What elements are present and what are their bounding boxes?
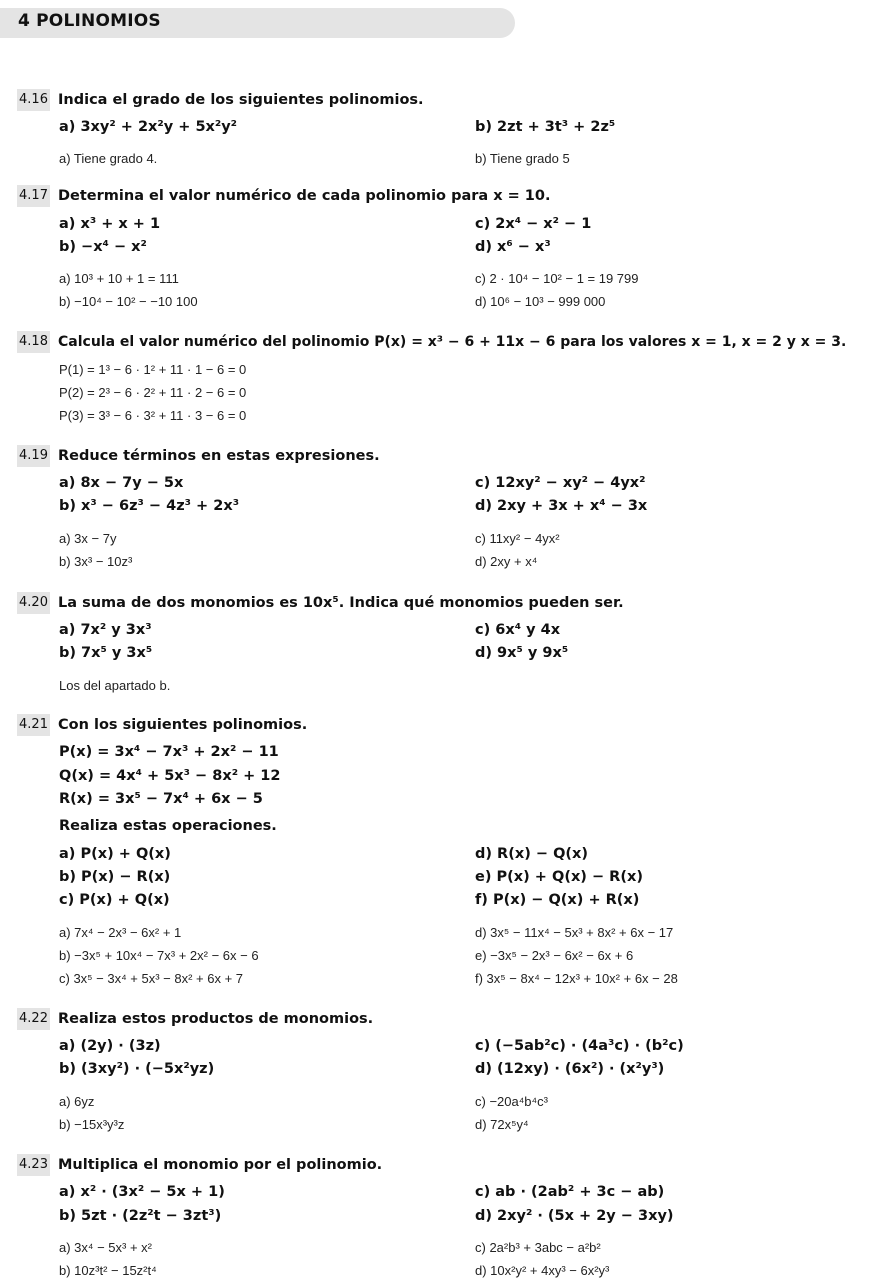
answer-c: c) 3x⁵ − 3x⁴ + 5x³ − 8x² + 6x + 7 <box>59 971 244 986</box>
answer-b: b) 3x³ − 10z³ <box>59 554 133 569</box>
question-a: a) x² · (3x² − 5x + 1) <box>59 1184 225 1200</box>
question-a: a) 7x² y 3x³ <box>59 622 152 638</box>
answer-d: d) 3x⁵ − 11x⁴ − 5x³ + 8x² + 6x − 17 <box>475 925 674 940</box>
answer-d: d) 10x²y² + 4xy³ − 6x²y³ <box>475 1263 610 1278</box>
chapter-header <box>0 8 515 38</box>
answer-d: d) 72x⁵y⁴ <box>475 1117 529 1132</box>
polynomial-p: P(x) = 3x⁴ − 7x³ + 2x² − 11 <box>59 744 279 760</box>
question-b: b) P(x) − R(x) <box>59 869 171 885</box>
answer-b: b) Tiene grado 5 <box>475 151 570 166</box>
answer-c: c) 2 · 10⁴ − 10² − 1 = 19 799 <box>475 271 639 286</box>
answer-c: c) 11xy² − 4yx² <box>475 531 560 546</box>
exercise-number: 4.22 <box>17 1008 50 1030</box>
exercise-number: 4.18 <box>17 331 50 353</box>
question-e: e) P(x) + Q(x) − R(x) <box>475 869 643 885</box>
exercise-title: Indica el grado de los siguientes polinomios. <box>58 92 424 108</box>
exercise-title: Reduce términos en estas expresiones. <box>58 448 380 464</box>
polynomial-r: R(x) = 3x⁵ − 7x⁴ + 6x − 5 <box>59 791 263 807</box>
question-a: a) x³ + x + 1 <box>59 216 161 232</box>
question-c: c) 12xy² − xy² − 4yx² <box>475 475 646 491</box>
question-c: c) 2x⁴ − x² − 1 <box>475 216 592 232</box>
exercise-number: 4.23 <box>17 1154 50 1176</box>
question-d: d) x⁶ − x³ <box>475 239 551 255</box>
answer-a: a) 3x⁴ − 5x³ + x² <box>59 1240 153 1255</box>
exercise-title: Determina el valor numérico de cada polinomio para x = 10. <box>58 188 551 204</box>
exercise-title: Multiplica el monomio por el polinomio. <box>58 1157 383 1173</box>
exercise-number: 4.21 <box>17 714 50 736</box>
answer: Los del apartado b. <box>59 678 171 693</box>
answer-b: b) −10⁴ − 10² − −10 100 <box>59 294 198 309</box>
answer-b: b) −15x³y³z <box>59 1117 125 1132</box>
exercise-number: 4.16 <box>17 89 50 111</box>
instruction: Realiza estas operaciones. <box>59 818 277 834</box>
answer-c: c) 2a²b³ + 3abc − a²b² <box>475 1240 601 1255</box>
answer-a: a) 3x − 7y <box>59 531 117 546</box>
exercise-title: Realiza estos productos de monomios. <box>58 1011 374 1027</box>
question-a: a) P(x) + Q(x) <box>59 846 171 862</box>
question-c: c) P(x) + Q(x) <box>59 892 170 908</box>
question-a: a) 8x − 7y − 5x <box>59 475 184 491</box>
question-b: b) 5zt · (2z²t − 3zt³) <box>59 1208 222 1224</box>
exercise-title: La suma de dos monomios es 10x⁵. Indica qué monomios pueden ser. <box>58 595 624 611</box>
question-a: a) 3xy² + 2x²y + 5x²y² <box>59 119 238 135</box>
answer-a: a) 6yz <box>59 1094 95 1109</box>
question-d: d) (12xy) · (6x²) · (x²y³) <box>475 1061 665 1077</box>
exercise-title: Con los siguientes polinomios. <box>58 717 308 733</box>
question-d: d) R(x) − Q(x) <box>475 846 589 862</box>
question-b: b) 7x⁵ y 3x⁵ <box>59 645 153 661</box>
answer-p1: P(1) = 1³ − 6 · 1² + 11 · 1 − 6 = 0 <box>59 362 247 377</box>
answer-c: c) −20a⁴b⁴c³ <box>475 1094 548 1109</box>
exercise-title: Calcula el valor numérico del polinomio P(x) = x³ − 6 + 11x − 6 para los valores x = 1, x = 2 y x = 3. <box>58 334 847 350</box>
question-f: f) P(x) − Q(x) + R(x) <box>475 892 640 908</box>
chapter-title: 4 POLINOMIOS <box>18 11 161 31</box>
answer-e: e) −3x⁵ − 2x³ − 6x² − 6x + 6 <box>475 948 634 963</box>
question-d: d) 9x⁵ y 9x⁵ <box>475 645 569 661</box>
question-c: c) (−5ab²c) · (4a³c) · (b²c) <box>475 1038 684 1054</box>
exercise-number: 4.20 <box>17 592 50 614</box>
question-b: b) x³ − 6z³ − 4z³ + 2x³ <box>59 498 240 514</box>
question-b: b) (3xy²) · (−5x²yz) <box>59 1061 215 1077</box>
exercise-number: 4.19 <box>17 445 50 467</box>
question-d: d) 2xy² · (5x + 2y − 3xy) <box>475 1208 674 1224</box>
question-c: c) 6x⁴ y 4x <box>475 622 561 638</box>
answer-b: b) −3x⁵ + 10x⁴ − 7x³ + 2x² − 6x − 6 <box>59 948 259 963</box>
question-b: b) −x⁴ − x² <box>59 239 147 255</box>
answer-a: a) 7x⁴ − 2x³ − 6x² + 1 <box>59 925 182 940</box>
answer-b: b) 10z³t² − 15z²t⁴ <box>59 1263 157 1278</box>
question-d: d) 2xy + 3x + x⁴ − 3x <box>475 498 648 514</box>
answer-a: a) Tiene grado 4. <box>59 151 158 166</box>
exercise-number: 4.17 <box>17 185 50 207</box>
answer-d: d) 10⁶ − 10³ − 999 000 <box>475 294 606 309</box>
question-b: b) 2zt + 3t³ + 2z⁵ <box>475 119 616 135</box>
question-c: c) ab · (2ab² + 3c − ab) <box>475 1184 665 1200</box>
question-a: a) (2y) · (3z) <box>59 1038 161 1054</box>
answer-d: d) 2xy + x⁴ <box>475 554 538 569</box>
answer-a: a) 10³ + 10 + 1 = 111 <box>59 271 179 286</box>
answer-f: f) 3x⁵ − 8x⁴ − 12x³ + 10x² + 6x − 28 <box>475 971 678 986</box>
polynomial-q: Q(x) = 4x⁴ + 5x³ − 8x² + 12 <box>59 768 281 784</box>
answer-p3: P(3) = 3³ − 6 · 3² + 11 · 3 − 6 = 0 <box>59 408 247 423</box>
answer-p2: P(2) = 2³ − 6 · 2² + 11 · 2 − 6 = 0 <box>59 385 247 400</box>
